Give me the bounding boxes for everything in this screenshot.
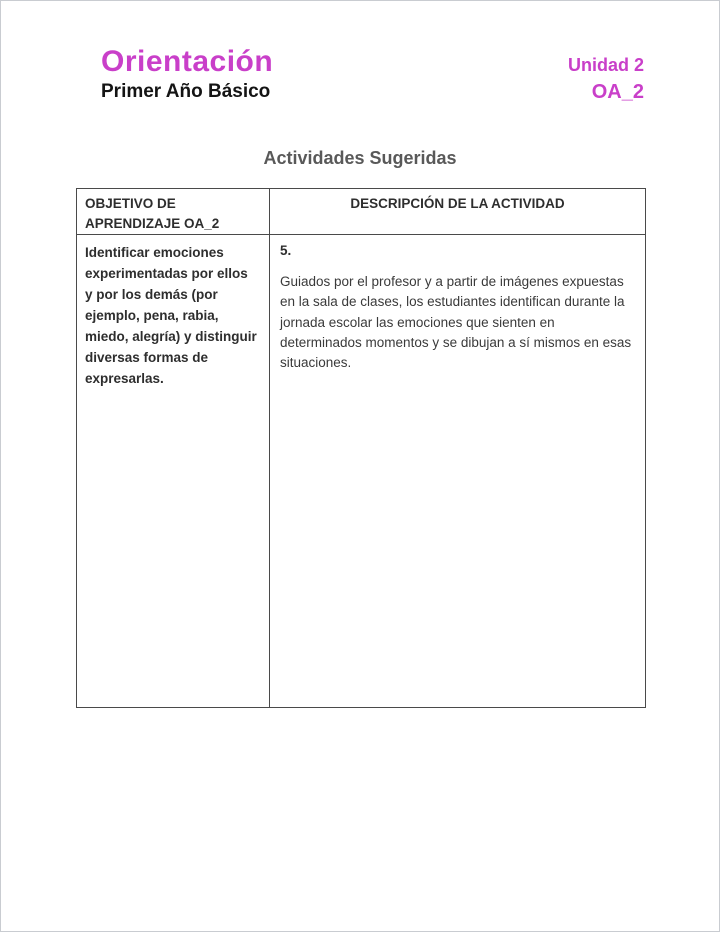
header-left-block bbox=[76, 45, 273, 103]
page-header bbox=[76, 45, 644, 104]
objective-cell: Identificar emociones experimentadas por ellos y por los demás (por ejemplo, pena, rabia, miedo, alegría) y distinguir diversas formas de expresarlas. bbox=[77, 235, 270, 707]
section-heading: Actividades Sugeridas bbox=[263, 148, 457, 168]
header-right-block bbox=[568, 45, 644, 104]
document-subtitle: Primer Año Básico bbox=[101, 81, 271, 102]
table-header-objective: OBJETIVO DE APRENDIZAJE OA_2 bbox=[77, 189, 270, 235]
oa-label: OA_2 bbox=[591, 80, 644, 103]
table-header-description: DESCRIPCIÓN DE LA ACTIVIDAD bbox=[270, 189, 645, 235]
activity-cell bbox=[270, 235, 645, 707]
activities-table bbox=[76, 188, 646, 708]
unit-label: Unidad 2 bbox=[567, 55, 644, 75]
document-title: Orientación bbox=[101, 45, 274, 78]
activity-description: Guiados por el profesor y a partir de imágenes expuestas en la sala de clases, los estudiantes identifican durante la jornada escolar las emociones que sienten en determinados momentos y se dibujan a sí mismos en esas situaciones. bbox=[280, 274, 632, 370]
activity-number: 5. bbox=[280, 243, 292, 258]
